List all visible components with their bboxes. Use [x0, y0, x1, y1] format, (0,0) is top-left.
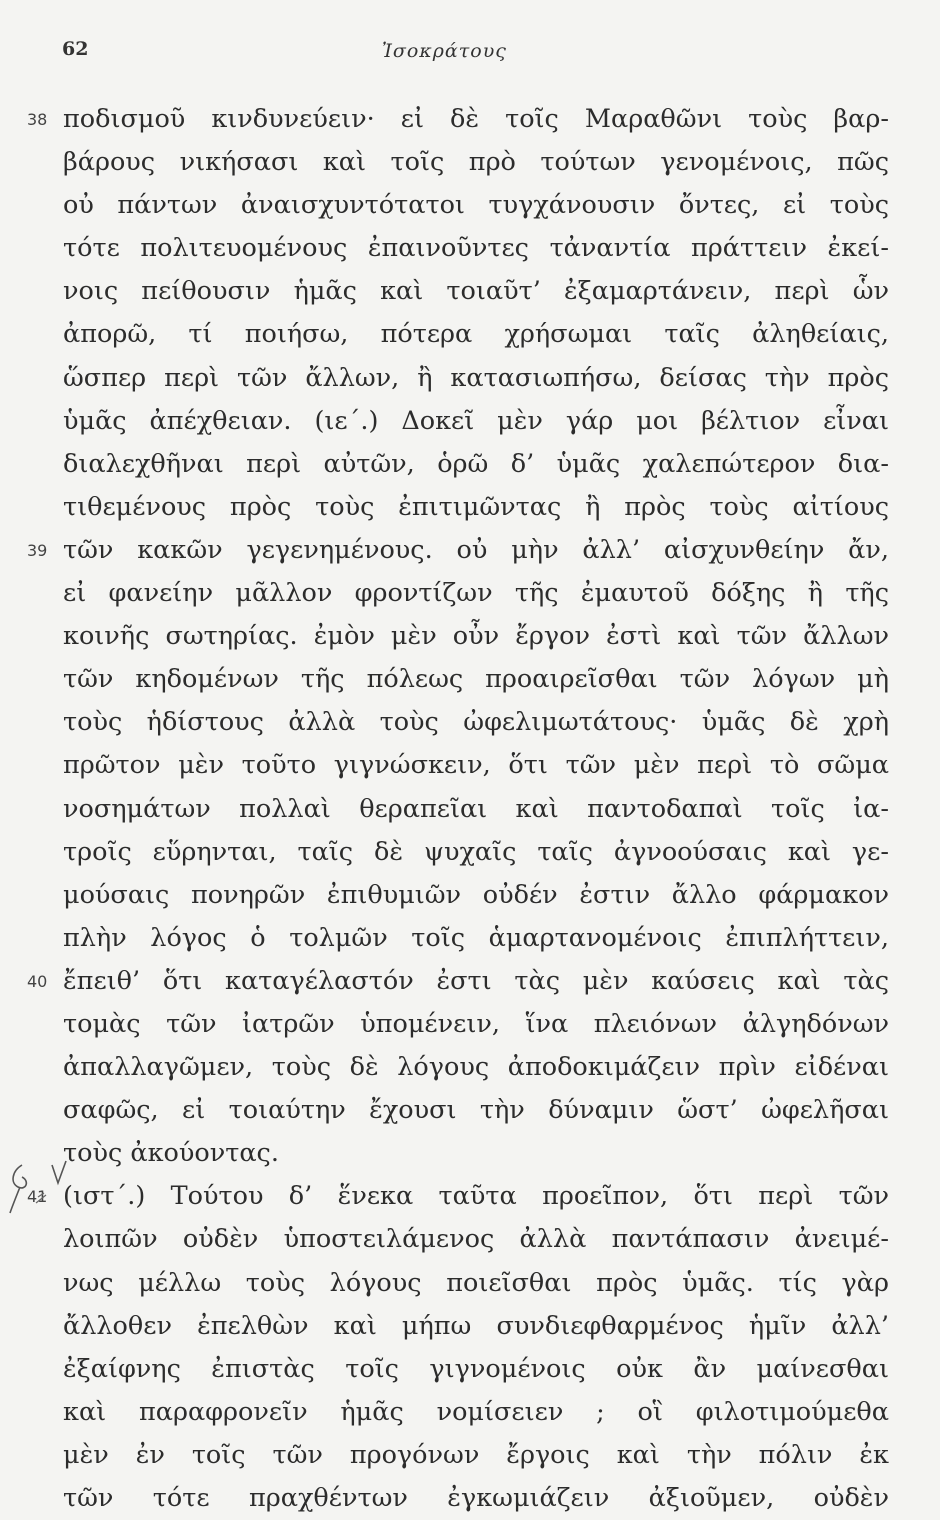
- text-line: [0, 615, 889, 658]
- line-text: ἔπειθ’ ὅτι καταγέλαστόν ἐστι τὰς μὲν καύσεις καὶ τὰς: [63, 965, 889, 996]
- line-text: τοὺς ἡδίστους ἀλλὰ τοὺς ὠφελιμωτάτους· ὑμᾶς δὲ χρὴ: [63, 707, 889, 738]
- text-line: [0, 1262, 889, 1305]
- text-line: [0, 443, 889, 486]
- text-line: [0, 400, 889, 443]
- line-text: τῶν κηδομένων τῆς πόλεως προαιρεῖσθαι τῶν λόγων μὴ: [63, 664, 889, 695]
- text-line: [0, 744, 889, 787]
- line-text: μούσαις πονηρῶν ἐπιθυμιῶν οὐδέν ἐστιν ἄλλο φάρμακον: [63, 879, 889, 910]
- page-header: [62, 38, 900, 68]
- line-text: νοις πείθουσιν ἡμᾶς καὶ τοιαῦτ’ ἐξαμαρτάνειν, περὶ ὧν: [63, 276, 889, 307]
- line-text: ἀπαλλαγῶμεν, τοὺς δὲ λόγους ἀποδοκιμάζειν πρὶν εἰδέναι: [63, 1052, 889, 1083]
- line-text: βάρους νικήσασι καὶ τοῖς πρὸ τούτων γενομένοις, πῶς: [63, 147, 889, 178]
- text-line: [0, 141, 889, 184]
- text-line: [0, 98, 889, 141]
- text-line: [0, 658, 889, 701]
- line-text: ἀπορῶ, τί ποιήσω, πότερα χρήσωμαι ταῖς ἀληθείαις,: [63, 319, 889, 350]
- text-line: [0, 1132, 889, 1175]
- line-text: τιθεμένους πρὸς τοὺς ἐπιτιμῶντας ἢ πρὸς τοὺς αἰτίους: [63, 491, 889, 522]
- text-line: [0, 184, 889, 227]
- section-number: 41: [27, 1187, 48, 1207]
- line-text: κοινῆς σωτηρίας. ἐμὸν μὲν οὖν ἔργον ἐστὶ καὶ τῶν ἄλλων: [63, 621, 889, 652]
- line-text: πλὴν λόγος ὁ τολμῶν τοῖς ἁμαρτανομένοις ἐπιπλήττειν,: [63, 922, 889, 953]
- text-line: [0, 1089, 889, 1132]
- line-text: ἄλλοθεν ἐπελθὼν καὶ μήπω συνδιεφθαρμένος ἡμῖν ἀλλ’: [63, 1310, 889, 1341]
- page-number: 62: [62, 38, 89, 60]
- text-line: [0, 1305, 889, 1348]
- line-text: ἐξαίφνης ἐπιστὰς τοῖς γιγνομένοις οὐκ ἂν μαίνεσθαι: [63, 1353, 889, 1384]
- line-text: ὥσπερ περὶ τῶν ἄλλων, ἢ κατασιωπήσω, δείσας τὴν πρὸς: [63, 362, 889, 393]
- line-text: τῶν τότε πραχθέντων ἐγκωμιάζειν ἀξιοῦμεν, οὐδὲν: [63, 1483, 889, 1513]
- line-text: νως μέλλω τοὺς λόγους ποιεῖσθαι πρὸς ὑμᾶς. τίς γὰρ: [63, 1267, 889, 1298]
- text-line: [0, 831, 889, 874]
- text-line: [0, 270, 889, 313]
- text-line: [0, 357, 889, 400]
- handwritten-margin-mark: [8, 1157, 68, 1227]
- text-line: [0, 1003, 889, 1046]
- section-number: 38: [27, 110, 48, 129]
- text-line: [0, 313, 889, 356]
- line-text: τῶν κακῶν γεγενημένους. οὐ μὴν ἀλλ’ αἰσχυνθείην ἄν,: [63, 534, 889, 565]
- line-text: νοσημάτων πολλαὶ θεραπεῖαι καὶ παντοδαπαὶ τοῖς ἰα-: [63, 793, 889, 824]
- text-line: [0, 1046, 889, 1089]
- text-line: [0, 874, 889, 917]
- greek-text-body: [0, 98, 940, 1520]
- line-text: σαφῶς, εἰ τοιαύτην ἔχουσι τὴν δύναμιν ὥστ’ ὠφελῆσαι: [63, 1095, 889, 1126]
- text-line: [0, 1391, 889, 1434]
- text-line: [0, 1477, 889, 1520]
- text-line: [0, 788, 889, 831]
- line-text: μὲν ἐν τοῖς τῶν προγόνων ἔργοις καὶ τὴν πόλιν ἐκ: [63, 1439, 889, 1470]
- text-line: [0, 1175, 889, 1218]
- running-head: Ἰσοκράτους: [382, 40, 507, 62]
- text-line: [0, 1348, 889, 1391]
- line-text: οὐ πάντων ἀναισχυντότατοι τυγχάνουσιν ὄντες, εἰ τοὺς: [63, 190, 889, 221]
- line-text: τότε πολιτευομένους ἐπαινοῦντες τἀναντία πράττειν ἐκεί-: [63, 233, 889, 264]
- text-line: [0, 917, 889, 960]
- section-number: 39: [27, 540, 48, 560]
- line-text: ποδισμοῦ κινδυνεύειν· εἰ δὲ τοῖς Μαραθῶνι τοὺς βαρ-: [63, 104, 889, 134]
- line-text: (ιστ΄.) Τούτου δ’ ἕνεκα ταῦτα προεῖπον, ὅτι περὶ τῶν: [63, 1181, 889, 1212]
- text-line: [0, 960, 889, 1003]
- line-text: πρῶτον μὲν τοῦτο γιγνώσκειν, ὅτι τῶν μὲν περὶ τὸ σῶμα: [63, 750, 889, 781]
- text-line: [0, 1434, 889, 1477]
- text-line: [0, 227, 889, 270]
- line-text: τομὰς τῶν ἰατρῶν ὑπομένειν, ἵνα πλειόνων ἀλγηδόνων: [63, 1008, 889, 1039]
- text-line: [0, 1218, 889, 1261]
- section-number: 40: [27, 971, 48, 991]
- line-text: ὑμᾶς ἀπέχθειαν. (ιε΄.) Δοκεῖ μὲν γάρ μοι βέλτιον εἶναι: [63, 405, 889, 436]
- text-line: [0, 529, 889, 572]
- line-text: λοιπῶν οὐδὲν ὑποστειλάμενος ἀλλὰ παντάπασιν ἀνειμέ-: [63, 1224, 889, 1255]
- line-text: τοὺς ἀκούοντας.: [63, 1138, 279, 1169]
- line-text: εἰ φανείην μᾶλλον φροντίζων τῆς ἐμαυτοῦ δόξης ἢ τῆς: [63, 578, 889, 609]
- line-text: διαλεχθῆναι περὶ αὐτῶν, ὁρῶ δ’ ὑμᾶς χαλεπώτερον δια-: [63, 448, 889, 479]
- line-text: τροῖς εὕρηνται, ταῖς δὲ ψυχαῖς ταῖς ἀγνοούσαις καὶ γε-: [63, 836, 889, 867]
- text-line: [0, 572, 889, 615]
- line-text: καὶ παραφρονεῖν ἡμᾶς νομίσειεν ; οἳ φιλοτιμούμεθα: [63, 1396, 889, 1427]
- text-line: [0, 701, 889, 744]
- text-line: [0, 486, 889, 529]
